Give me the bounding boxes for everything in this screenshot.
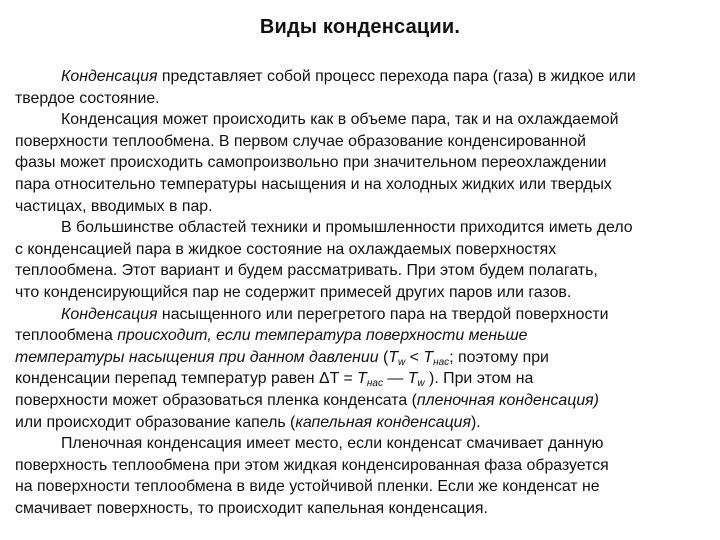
document-body xyxy=(15,66,711,519)
symbol-t-wall: T xyxy=(388,348,399,366)
paragraph-film-vs-drop: Пленочная конденсация имеет место, если конденсат смачивает данную поверхность теплообмена при этом жидкая конденсированная фаза образуется на поверхности теплообмена в виде устойчивой пленки. Если же конденсат не смачивает поверхность, то происходит капельная конденсация. xyxy=(15,435,609,517)
term-film-condensation: пленочная конденсация) xyxy=(416,391,599,409)
paragraph-industry: В большинстве областей техники и промышленности приходится иметь дело с конденсацией пара в жидкое состояние на охлаждаемых поверхностях теплообмена. Этот вариант и будем рассматривать. При этом будем полагать, что конденсирующийся пар не содержит примесей других паров или газов. xyxy=(15,219,633,301)
page-title: Виды конденсации. xyxy=(259,16,461,38)
paragraph-condition: Конденсация насыщенного или перегретого пара на твердой поверхности теплообмена происходит, если температура поверхности меньше температуры насыщения при данном давлении ($T_w < T_{нас}$; поэтому при конденсации перепад температур равен $\Delta T = T_{нас}$ — $T_w$ ). При этом на поверхности может образоваться пленка конденсата (пленочная конденсация) или происходит образование капель (капельная конденсация). xyxy=(15,305,609,431)
term-drop-condensation: капельная конденсация xyxy=(295,413,472,431)
symbol-t-saturation: T xyxy=(423,348,434,366)
term-condensation-2: Конденсация xyxy=(61,305,158,323)
paragraph-definition: Конденсация представляет собой процесс перехода пара (газа) в жидкое или твердое состояние. xyxy=(15,68,636,107)
paragraph-volume-surface: Конденсация может происходить как в объеме пара, так и на охлаждаемой поверхности теплообмена. В первом случае образование конденсированной фазы может происходить самопроизвольно при значительном переохлаждении пара относительно температуры насыщения и на холодных жидких или твердых частицах, вводимых в пар. xyxy=(15,111,619,215)
term-condensation: Конденсация xyxy=(61,68,158,85)
